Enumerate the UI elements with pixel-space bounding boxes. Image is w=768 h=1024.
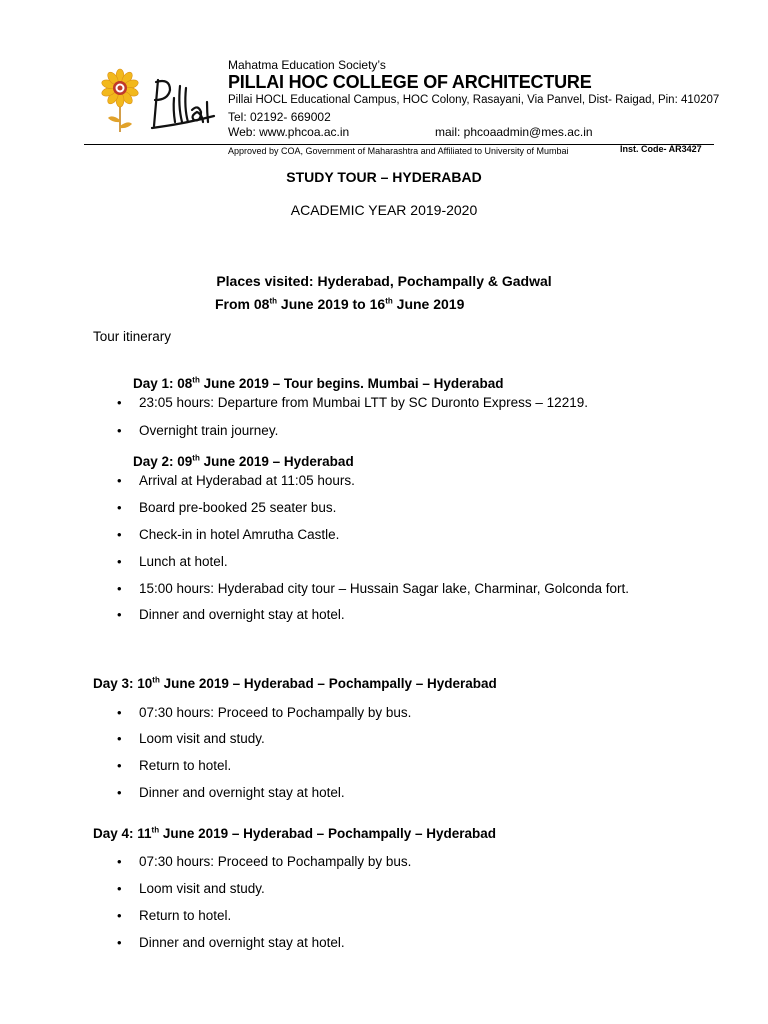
sunflower-icon [101, 69, 140, 132]
list-item: • Dinner and overnight stay at hotel. [117, 607, 345, 622]
day-heading: Day 1: 08th June 2019 – Tour begins. Mumbai – Hyderabad [133, 375, 504, 391]
places-visited: Places visited: Hyderabad, Pochampally & Gadwal [216, 273, 552, 289]
college-logo [98, 68, 218, 136]
list-item: • Return to hotel. [117, 908, 232, 923]
list-item: • Return to hotel. [117, 758, 232, 773]
list-item: • Dinner and overnight stay at hotel. [117, 785, 345, 800]
society-name: Mahatma Education Society’s [228, 58, 386, 72]
college-address: Pillai HOCL Educational Campus, HOC Colony, Rasayani, Via Panvel, Dist- Raigad, Pin: 410207 [228, 94, 720, 106]
list-item: • Check-in in hotel Amrutha Castle. [117, 527, 340, 542]
approval-note: Approved by COA, Government of Maharashtra and Affiliated to University of Mumbai [228, 146, 569, 156]
document-title: STUDY TOUR – HYDERABAD [286, 169, 482, 185]
list-item: • 07:30 hours: Proceed to Pochampally by bus. [117, 705, 412, 720]
list-item: • Arrival at Hyderabad at 11:05 hours. [117, 473, 355, 488]
list-item: • 23:05 hours: Departure from Mumbai LTT by SC Duronto Express – 12219. [117, 395, 588, 410]
institute-code: Inst. Code- AR3427 [620, 144, 702, 154]
website: Web: www.phcoa.ac.in [228, 125, 350, 139]
list-item: • Loom visit and study. [117, 731, 265, 746]
list-item: • 07:30 hours: Proceed to Pochampally by bus. [117, 854, 412, 869]
signature-mark [152, 80, 214, 128]
day-heading: Day 3: 10th June 2019 – Hyderabad – Pochampally – Hyderabad [93, 675, 497, 691]
email: mail: phcoaadmin@mes.ac.in [435, 125, 593, 139]
list-item: • Board pre-booked 25 seater bus. [117, 500, 337, 515]
list-item: • Lunch at hotel. [117, 554, 228, 569]
telephone: Tel: 02192- 669002 [228, 110, 331, 124]
day-heading: Day 2: 09th June 2019 – Hyderabad [133, 453, 354, 469]
list-item: • 15:00 hours: Hyderabad city tour – Hussain Sagar lake, Charminar, Golconda fort. [117, 581, 630, 596]
list-item: • Overnight train journey. [117, 423, 279, 438]
day-heading: Day 4: 11th June 2019 – Hyderabad – Pochampally – Hyderabad [93, 825, 497, 841]
college-name: PILLAI HOC COLLEGE OF ARCHITECTURE [228, 72, 592, 92]
tour-dates: From 08th June 2019 to 16th June 2019 [215, 296, 465, 312]
list-item: • Loom visit and study. [117, 881, 265, 896]
academic-year: ACADEMIC YEAR 2019-2020 [290, 202, 478, 218]
tour-itinerary-label: Tour itinerary [93, 329, 172, 344]
list-item: • Dinner and overnight stay at hotel. [117, 935, 345, 950]
